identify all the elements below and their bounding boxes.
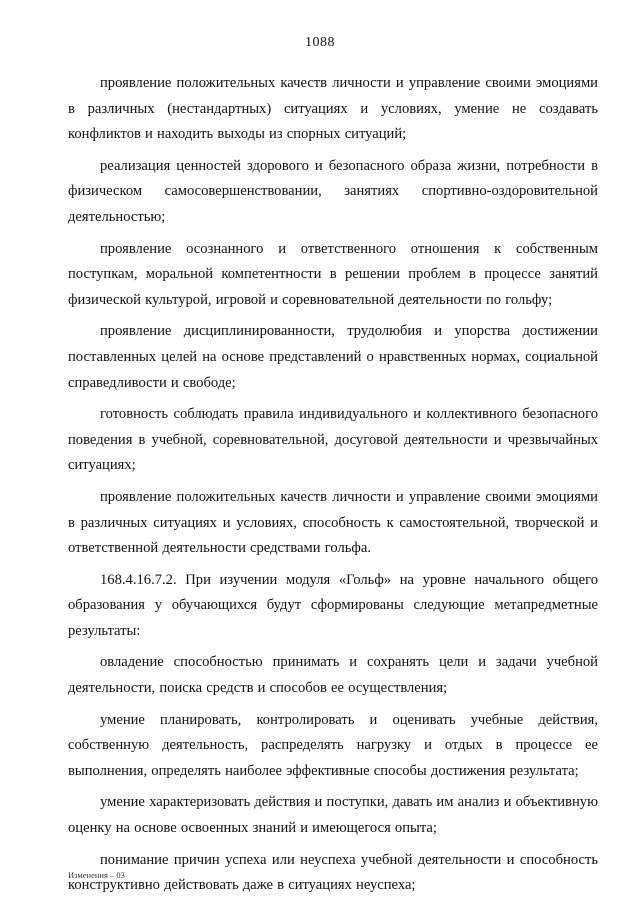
page-number: 1088: [305, 35, 335, 50]
paragraph: умение характеризовать действия и поступки, давать им анализ и объективную оценку на основе освоенных знаний и имеющегося опыта;: [68, 794, 598, 837]
paragraph: понимание причин успеха или неуспеха учебной деятельности и способность конструктивно действовать даже в ситуациях неуспеха;: [68, 851, 598, 894]
section-paragraph: 168.4.16.7.2. При изучении модуля «Гольф» на уровне начального общего образования у обучающихся будут сформированы следующие метапредметные результаты:: [68, 571, 598, 639]
paragraph: готовность соблюдать правила индивидуального и коллективного безопасного поведения в учебной, соревновательной, досуговой деятельности и чрезвычайных ситуациях;: [68, 406, 598, 474]
paragraph: умение планировать, контролировать и оценивать учебные действия, собственную деятельность, распределять нагрузку и отдых в процессе ее выполнения, определять наиболее эффективные способы достижения результата;: [68, 711, 598, 779]
paragraph: проявление положительных качеств личности и управление своими эмоциями в различных (нестандартных) ситуациях и условиях, умение не создавать конфликтов и находить выходы из спорных ситуаций;: [68, 75, 598, 143]
paragraph: проявление осознанного и ответственного отношения к собственным поступкам, моральной компетентности в решении проблем в процессе занятий физической культурой, игровой и соревновательной деятельности по гольфу;: [68, 240, 598, 308]
footer-revision-note: Изменения – 03: [68, 870, 125, 880]
document-body: [68, 71, 598, 905]
paragraph: овладение способностью принимать и сохранять цели и задачи учебной деятельности, поиска средств и способов ее осуществления;: [68, 654, 598, 697]
paragraph: реализация ценностей здорового и безопасного образа жизни, потребности в физическом самосовершенствовании, занятиях спортивно-оздоровительной деятельностью;: [68, 157, 598, 225]
paragraph: проявление положительных качеств личности и управление своими эмоциями в различных ситуациях и условиях, способность к самостоятельной, творческой и ответственной деятельности средствами гольфа.: [68, 488, 598, 557]
paragraph: проявление дисциплинированности, трудолюбия и упорства достижении поставленных целей на основе представлений о нравственных нормах, социальной справедливости и свободе;: [68, 323, 598, 391]
